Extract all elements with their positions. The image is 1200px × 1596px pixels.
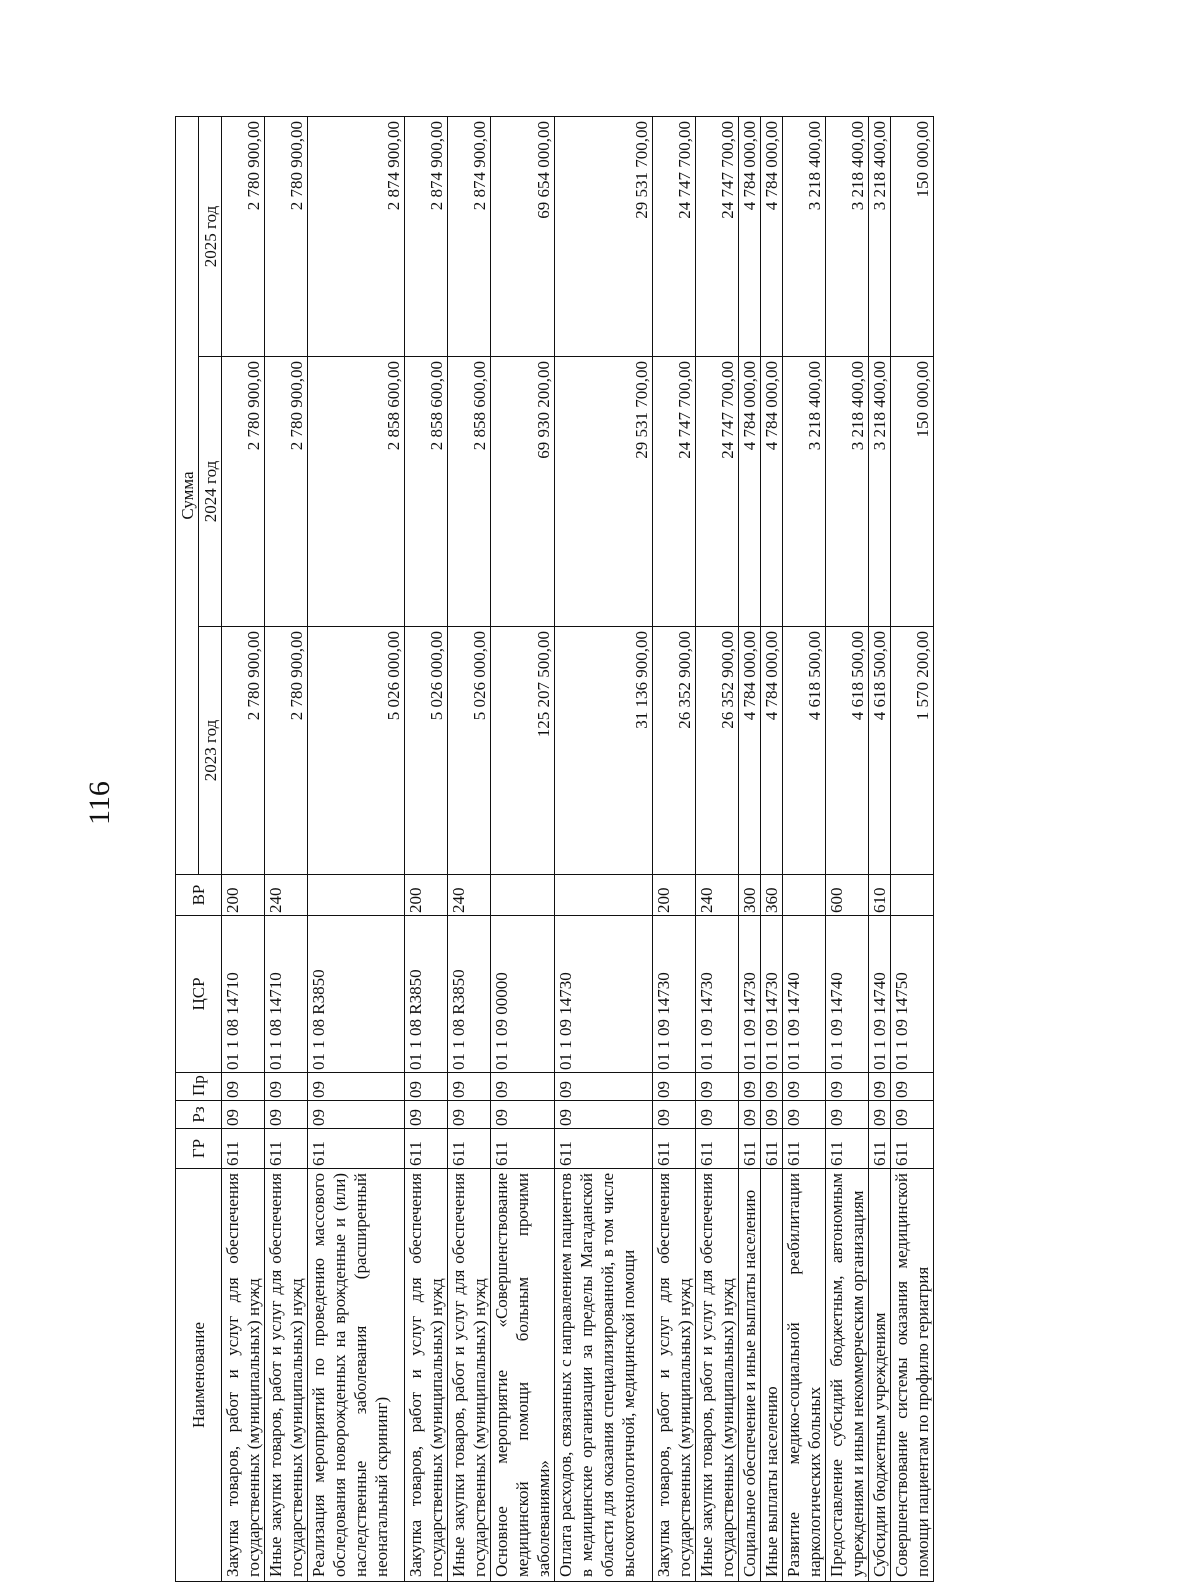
row-sum-2023: 5 026 000,00	[448, 627, 491, 875]
table-row	[405, 117, 448, 1582]
row-name: Предоставление субсидий бюджетным, автономным учреждениям и иным некоммерческим организациям	[826, 1169, 869, 1582]
row-sum-2025: 4 784 000,00	[761, 117, 783, 357]
table-row	[265, 117, 308, 1582]
row-name: Иные закупки товаров, работ и услуг для обеспечения государственных (муниципальных) нужд	[265, 1169, 308, 1582]
row-csr: 01 1 08 R3850	[308, 916, 405, 1073]
header-2023: 2023 год	[199, 627, 222, 875]
row-sum-2024: 4 784 000,00	[739, 357, 761, 627]
row-rz: 09	[555, 1101, 653, 1129]
row-sum-2023: 5 026 000,00	[308, 627, 405, 875]
row-name: Иные выплаты населению	[761, 1169, 783, 1582]
row-name: Совершенствование системы оказания медицинской помощи пациентам по профилю гериатрия	[891, 1169, 934, 1582]
row-vr: 200	[405, 875, 448, 916]
row-gr: 611	[405, 1129, 448, 1169]
row-pr: 09	[653, 1073, 696, 1101]
row-pr: 09	[222, 1073, 265, 1101]
table-row	[308, 117, 405, 1582]
row-sum-2024: 2 858 600,00	[405, 357, 448, 627]
row-rz: 09	[308, 1101, 405, 1129]
row-rz: 09	[696, 1101, 739, 1129]
row-gr: 611	[222, 1129, 265, 1169]
row-sum-2025: 24 747 700,00	[653, 117, 696, 357]
row-gr: 611	[308, 1129, 405, 1169]
table-row	[555, 117, 653, 1582]
table-row	[761, 117, 783, 1582]
row-gr: 611	[783, 1129, 826, 1169]
row-csr: 01 1 09 14750	[891, 916, 934, 1073]
row-gr: 611	[265, 1129, 308, 1169]
row-name: Оплата расходов, связанных с направлением пациентов в медицинские организации за пределы Магаданской области для оказания специализированной, в том числе высокотехнологичной, медицинской помощи	[555, 1169, 653, 1582]
row-pr: 09	[869, 1073, 891, 1101]
row-csr: 01 1 09 14730	[739, 916, 761, 1073]
row-vr: 200	[653, 875, 696, 916]
row-gr: 611	[826, 1129, 869, 1169]
row-sum-2025: 2 780 900,00	[265, 117, 308, 357]
row-sum-2023: 26 352 900,00	[653, 627, 696, 875]
row-sum-2023: 26 352 900,00	[696, 627, 739, 875]
row-csr: 01 1 08 14710	[222, 916, 265, 1073]
row-gr: 611	[869, 1129, 891, 1169]
budget-table	[175, 116, 934, 1582]
row-csr: 01 1 08 R3850	[448, 916, 491, 1073]
row-vr	[891, 875, 934, 916]
row-pr: 09	[739, 1073, 761, 1101]
row-sum-2025: 4 784 000,00	[739, 117, 761, 357]
row-sum-2023: 2 780 900,00	[222, 627, 265, 875]
row-sum-2025: 2 780 900,00	[222, 117, 265, 357]
row-sum-2024: 2 780 900,00	[222, 357, 265, 627]
header-csr: ЦСР	[176, 916, 222, 1073]
row-csr: 01 1 09 14730	[761, 916, 783, 1073]
row-csr: 01 1 09 14740	[826, 916, 869, 1073]
row-csr: 01 1 09 14740	[783, 916, 826, 1073]
row-gr: 611	[653, 1129, 696, 1169]
row-sum-2024: 3 218 400,00	[869, 357, 891, 627]
row-vr	[783, 875, 826, 916]
row-sum-2023: 5 026 000,00	[405, 627, 448, 875]
row-name: Закупка товаров, работ и услуг для обеспечения государственных (муниципальных) нужд	[222, 1169, 265, 1582]
row-sum-2024: 2 780 900,00	[265, 357, 308, 627]
row-name: Иные закупки товаров, работ и услуг для обеспечения государственных (муниципальных) нужд	[696, 1169, 739, 1582]
row-sum-2023: 4 784 000,00	[761, 627, 783, 875]
row-rz: 09	[761, 1101, 783, 1129]
row-sum-2024: 24 747 700,00	[696, 357, 739, 627]
row-pr: 09	[696, 1073, 739, 1101]
row-rz: 09	[783, 1101, 826, 1129]
row-sum-2025: 2 874 900,00	[308, 117, 405, 357]
page-number: 116	[83, 781, 116, 825]
row-sum-2023: 2 780 900,00	[265, 627, 308, 875]
row-pr: 09	[265, 1073, 308, 1101]
row-name: Реализация мероприятий по проведению массового обследования новорожденных на врожденные и (или) наследственные заболевания (расширенный неонатальный скрининг)	[308, 1169, 405, 1582]
row-pr: 09	[308, 1073, 405, 1101]
row-sum-2025: 2 874 900,00	[405, 117, 448, 357]
row-sum-2024: 3 218 400,00	[826, 357, 869, 627]
row-name: Субсидии бюджетным учреждениям	[869, 1169, 891, 1582]
row-gr: 611	[739, 1129, 761, 1169]
row-rz: 09	[826, 1101, 869, 1129]
row-rz: 09	[265, 1101, 308, 1129]
row-sum-2023: 125 207 500,00	[491, 627, 555, 875]
row-csr: 01 1 09 00000	[491, 916, 555, 1073]
header-row-1	[176, 117, 199, 1582]
row-vr	[308, 875, 405, 916]
header-sum: Сумма	[176, 117, 199, 875]
row-sum-2024: 2 858 600,00	[308, 357, 405, 627]
row-vr: 600	[826, 875, 869, 916]
table-row	[739, 117, 761, 1582]
row-csr: 01 1 09 14730	[696, 916, 739, 1073]
row-sum-2025: 3 218 400,00	[869, 117, 891, 357]
row-sum-2023: 4 784 000,00	[739, 627, 761, 875]
row-pr: 09	[448, 1073, 491, 1101]
row-sum-2024: 29 531 700,00	[555, 357, 653, 627]
table-row	[222, 117, 265, 1582]
row-gr: 611	[491, 1129, 555, 1169]
row-rz: 09	[869, 1101, 891, 1129]
row-gr: 611	[448, 1129, 491, 1169]
table-row	[653, 117, 696, 1582]
header-pr: Пр	[176, 1073, 222, 1101]
row-csr: 01 1 09 14730	[653, 916, 696, 1073]
row-sum-2023: 4 618 500,00	[869, 627, 891, 875]
row-csr: 01 1 08 R3850	[405, 916, 448, 1073]
table-body	[222, 117, 934, 1582]
row-gr: 611	[696, 1129, 739, 1169]
row-vr	[555, 875, 653, 916]
row-vr: 360	[761, 875, 783, 916]
row-vr: 200	[222, 875, 265, 916]
row-rz: 09	[891, 1101, 934, 1129]
row-rz: 09	[739, 1101, 761, 1129]
row-pr: 09	[555, 1073, 653, 1101]
row-sum-2024: 150 000,00	[891, 357, 934, 627]
row-rz: 09	[405, 1101, 448, 1129]
table-row	[869, 117, 891, 1582]
header-vr: ВР	[176, 875, 222, 916]
table-row	[891, 117, 934, 1582]
row-sum-2024: 2 858 600,00	[448, 357, 491, 627]
header-2024: 2024 год	[199, 357, 222, 627]
row-pr: 09	[783, 1073, 826, 1101]
row-sum-2023: 31 136 900,00	[555, 627, 653, 875]
row-vr: 240	[448, 875, 491, 916]
row-rz: 09	[491, 1101, 555, 1129]
row-gr: 611	[761, 1129, 783, 1169]
row-sum-2025: 150 000,00	[891, 117, 934, 357]
row-sum-2025: 3 218 400,00	[826, 117, 869, 357]
row-pr: 09	[826, 1073, 869, 1101]
row-sum-2024: 69 930 200,00	[491, 357, 555, 627]
table-row	[491, 117, 555, 1582]
row-rz: 09	[448, 1101, 491, 1129]
row-sum-2023: 1 570 200,00	[891, 627, 934, 875]
row-sum-2024: 24 747 700,00	[653, 357, 696, 627]
header-name: Наименование	[176, 1169, 222, 1582]
row-sum-2023: 4 618 500,00	[826, 627, 869, 875]
row-rz: 09	[222, 1101, 265, 1129]
row-sum-2025: 69 654 000,00	[491, 117, 555, 357]
row-vr: 240	[265, 875, 308, 916]
row-name: Развитие медико-социальной реабилитации наркологических больных	[783, 1169, 826, 1582]
row-pr: 09	[405, 1073, 448, 1101]
row-sum-2025: 2 874 900,00	[448, 117, 491, 357]
header-2025: 2025 год	[199, 117, 222, 357]
rotated-page-content	[175, 117, 1121, 1582]
header-gr: ГР	[176, 1129, 222, 1169]
table-row	[448, 117, 491, 1582]
row-csr: 01 1 09 14740	[869, 916, 891, 1073]
row-vr: 610	[869, 875, 891, 916]
row-name: Иные закупки товаров, работ и услуг для обеспечения государственных (муниципальных) нужд	[448, 1169, 491, 1582]
header-rz: Рз	[176, 1101, 222, 1129]
row-csr: 01 1 08 14710	[265, 916, 308, 1073]
row-csr: 01 1 09 14730	[555, 916, 653, 1073]
row-sum-2025: 29 531 700,00	[555, 117, 653, 357]
row-sum-2025: 24 747 700,00	[696, 117, 739, 357]
row-name: Основное мероприятие «Совершенствование медицинской помощи больным прочими заболеваниями»	[491, 1169, 555, 1582]
row-pr: 09	[761, 1073, 783, 1101]
table-row	[783, 117, 826, 1582]
row-rz: 09	[653, 1101, 696, 1129]
row-name: Социальное обеспечение и иные выплаты населению	[739, 1169, 761, 1582]
row-pr: 09	[491, 1073, 555, 1101]
row-sum-2024: 4 784 000,00	[761, 357, 783, 627]
row-sum-2023: 4 618 500,00	[783, 627, 826, 875]
row-sum-2025: 3 218 400,00	[783, 117, 826, 357]
table-row	[696, 117, 739, 1582]
row-gr: 611	[555, 1129, 653, 1169]
row-name: Закупка товаров, работ и услуг для обеспечения государственных (муниципальных) нужд	[653, 1169, 696, 1582]
row-vr: 240	[696, 875, 739, 916]
row-vr	[491, 875, 555, 916]
table-row	[826, 117, 869, 1582]
row-pr: 09	[891, 1073, 934, 1101]
row-sum-2024: 3 218 400,00	[783, 357, 826, 627]
row-vr: 300	[739, 875, 761, 916]
row-name: Закупка товаров, работ и услуг для обеспечения государственных (муниципальных) нужд	[405, 1169, 448, 1582]
row-gr: 611	[891, 1129, 934, 1169]
